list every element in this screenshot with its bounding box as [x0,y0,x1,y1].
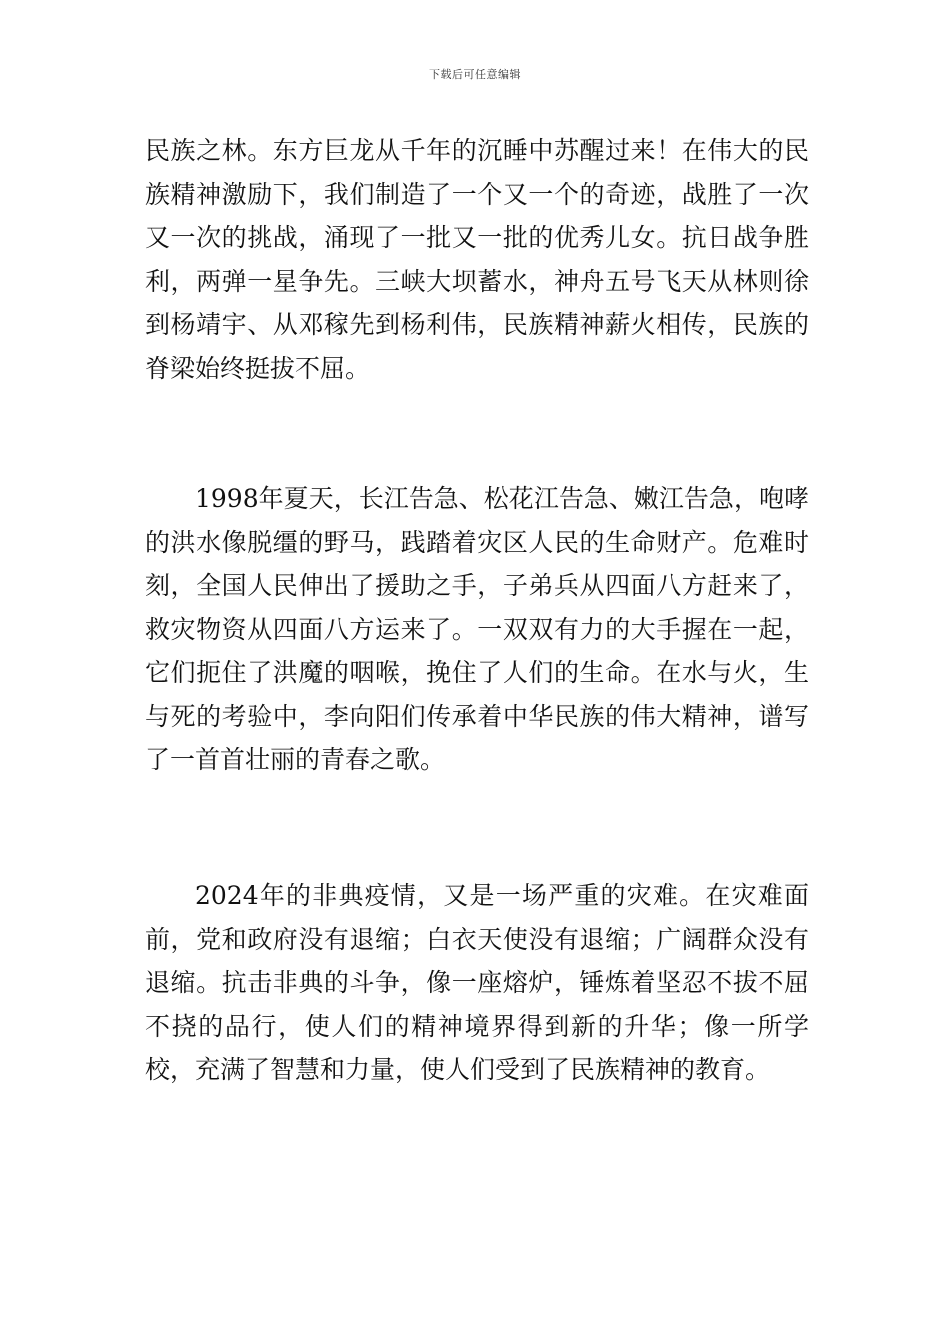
paragraph-2: 1998年夏天，长江告急、松花江告急、嫩江告急，咆哮的洪水像脱缰的野马，践踏着灾区人民的生命财产。危难时刻，全国人民伸出了援助之手，子弟兵从四面八方赶来了，救灾物资从四面八方运来了。一双双有力的大手握在一起，它们扼住了洪魔的咽喉，挽住了人们的生命。在水与火，生与死的考验中，李向阳们传承着中华民族的伟大精神，谱写了一首首壮丽的青春之歌。 [145,484,809,774]
paragraph-1: 民族之林。东方巨龙从千年的沉睡中苏醒过来！在伟大的民族精神激励下，我们制造了一个又一个的奇迹，战胜了一次又一次的挑战，涌现了一批又一批的优秀儿女。抗日战争胜利，两弹一星争先。三峡大坝蓄水，神舟五号飞天从林则徐到杨靖宇、从邓稼先到杨利伟，民族精神薪火相传，民族的脊梁始终挺拔不屈。 [145,136,809,383]
paragraph-3: 2024年的非典疫情，又是一场严重的灾难。在灾难面前，党和政府没有退缩；白衣天使没有退缩；广阔群众没有退缩。抗击非典的斗争，像一座熔炉，锤炼着坚忍不拔不屈不挠的品行，使人们的精神境界得到新的升华；像一所学校，充满了智慧和力量，使人们受到了民族精神的教育。 [145,881,809,1084]
page-header-note: 下载后可任意编辑 [429,68,521,81]
